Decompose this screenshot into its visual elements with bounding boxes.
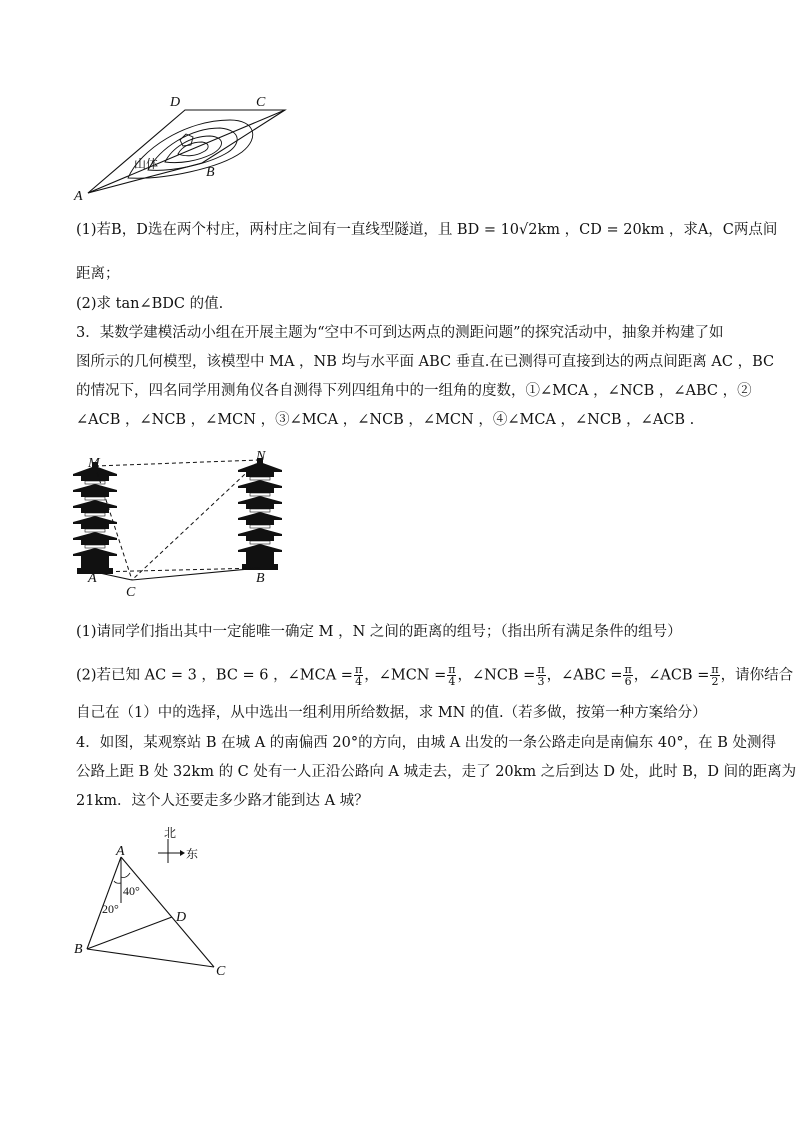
p3-q1: (1)请同学们指出其中一定能唯一确定 M ，N 之间的距离的组号；（指出所有满足条件的组号） — [76, 624, 682, 640]
q2-angle4: ，∠ABC = — [546, 667, 623, 684]
fraction-5: $\frac{\pi}{2}$ — [711, 663, 719, 688]
q2-suffix: ，请你结合 — [720, 667, 794, 684]
q2-prefix: (2)若已知 AC = 3 ，BC = 6 ， — [76, 667, 288, 684]
label-A: A — [116, 844, 125, 859]
angle-40: 40° — [123, 884, 140, 898]
fraction-1: $\frac{\pi}{4}$ — [354, 663, 363, 688]
compass-north: 北 — [164, 826, 177, 840]
p3-line2: 图所示的几何模型，该模型中 MA ，NB 均与水平面 ABC 垂直.在已测得可直接到达的两点间距离 AC ，BC — [76, 354, 775, 370]
label-N: N — [256, 449, 266, 464]
q2-angle3: ，∠NCB = — [457, 667, 536, 684]
fraction-2: $\frac{\pi}{4}$ — [448, 663, 456, 688]
label-C: C — [216, 964, 226, 979]
angle-20: 20° — [102, 902, 119, 916]
label-A: A — [74, 189, 83, 204]
p2-q2: (2)求 tan∠BDC 的值. — [76, 296, 224, 312]
label-D: D — [176, 910, 187, 925]
p4-line3: 21km．这个人还要走多少路才能到达 A 城？ — [76, 793, 369, 809]
p2-q1-line2: 距离； — [76, 266, 120, 282]
compass-east: 东 — [186, 847, 199, 861]
p2-q1-line1: (1)若B，D选在两个村庄，两村庄之间有一直线型隧道，且 BD = 10√2km ，CD = 20km ，求A，C两点间 — [76, 222, 778, 238]
p3-line4: ∠ACB ，∠NCB ，∠MCN ，③∠MCA ，∠NCB ，∠MCN ，④∠MCA ，∠NCB ，∠ACB . — [76, 412, 695, 428]
q2-angle5: ，∠ACB = — [633, 667, 710, 684]
label-D: D — [170, 95, 181, 110]
mountain-figure — [70, 90, 310, 205]
label-B: B — [206, 165, 215, 180]
mountain-label: 山体 — [134, 157, 159, 171]
fraction-3: $\frac{\pi}{3}$ — [537, 663, 545, 688]
label-C: C — [256, 95, 266, 110]
label-A: A — [88, 571, 97, 586]
p4-line2: 公路上距 B 处 32km 的 C 处有一人正沿公路向 A 城走去，走了 20km 之后到达 D 处，此时 B，D 间的距离为 — [76, 764, 797, 780]
p4-line1: 4．如图，某观察站 B 在城 A 的南偏西 20°的方向，由城 A 出发的一条公路走向是南偏东 40°，在 B 处测得 — [76, 735, 776, 751]
q2-angle1: ∠MCA = — [287, 667, 353, 684]
fraction-4: $\frac{\pi}{6}$ — [624, 663, 632, 688]
p3-q2-line1 — [76, 664, 793, 687]
triangle-figure — [68, 825, 238, 985]
p3-line3: 的情况下，四名同学用测角仪各自测得下列四组角中的一组角的度数，①∠MCA ，∠NCB ，∠ABC ，② — [76, 383, 752, 399]
label-C: C — [126, 585, 136, 600]
label-B: B — [74, 942, 83, 957]
p3-line1: 3．某数学建模活动小组在开展主题为“空中不可到达两点的测距问题”的探究活动中，抽象并构建了如 — [76, 325, 724, 341]
pagoda-figure — [70, 448, 300, 608]
q2-angle2: ，∠MCN = — [364, 667, 447, 684]
label-M: M — [88, 456, 100, 471]
label-B: B — [256, 571, 265, 586]
p3-q2-line2: 自己在（1）中的选择，从中选出一组利用所给数据，求 MN 的值.（若多做，按第一种方案给分） — [76, 705, 707, 721]
